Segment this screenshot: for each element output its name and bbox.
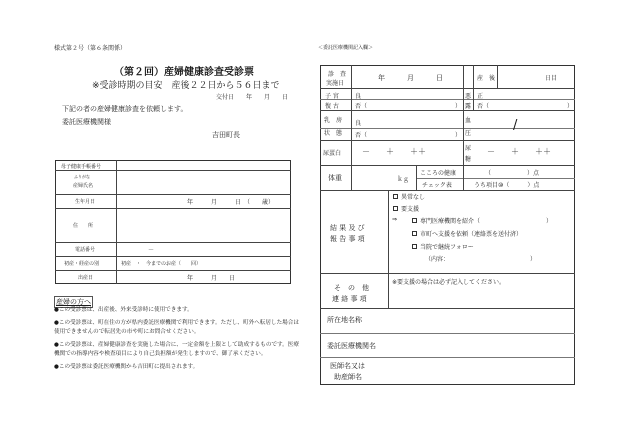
- breast-no: 否（: [355, 132, 368, 139]
- urine-sugar-value: － ＋ ＋＋: [487, 147, 551, 156]
- lochia-normal: 正: [477, 93, 484, 100]
- exam-date-label-2: 実施日: [326, 80, 345, 87]
- birthdate-value: 年 月 日 （ 歳）: [187, 199, 275, 206]
- urine-sugar-label-2: 糖: [465, 156, 472, 163]
- phone-label: 電話番号: [75, 247, 96, 253]
- page-title: （第２回）産婦健康診査受診票: [114, 67, 254, 78]
- note-item: ●この受診票は、産婦健康診査を実施した場合に、一定金額を上限として助成するものです。医療機関での指導内容や検査項目により自己負担額が発生しますので、御了承ください。: [54, 341, 299, 358]
- weight-unit: ｋｇ: [397, 176, 410, 183]
- delivery-date-value: 年 月 日: [187, 275, 236, 282]
- uterus-label-2: 復 古: [325, 103, 339, 110]
- postpartum-days: 日目: [545, 75, 558, 82]
- form-number: 様式第２号（第６条関係）: [54, 45, 127, 52]
- issuer-name: 吉田町長: [212, 131, 240, 139]
- exam-date-label: 診 査: [328, 71, 347, 78]
- mother-name-label: 産婦氏名: [73, 183, 94, 189]
- note-item: ●この受診票は委託医療機関から吉田町に提出されます。: [54, 363, 199, 370]
- checkbox-city-support[interactable]: [412, 231, 417, 236]
- urine-sugar-label: 尿: [465, 145, 472, 152]
- page: 様式第２号（第６条関係） （第２回）産婦健康診査受診票 ※受診時期の目安 産後２２日から５６日まで 交付日 年 月 日 下記の者の産婦健康診査を依頼します。 委託医療機関様 吉田町長 母子健康手帳番号 ふりがな 産婦氏名 生年月日 年 月 日 （ 歳） 住 所 電話番号 － 初産・経産の別 初産 ・ 今までのお産（ 回） 出産日 年 月 日 産婦の方へ ●この受診票は、出産後、外来受診時に使用できます。 ●この受診票は、町在住の方が県内委託医療機関で利用できます。ただし、町外へ転居した場合は使用できませんので転居先の市や町にお問合せください。 ●この受診票は、産婦健康診査を実施した場合に、一定金額を上限として助成するものです。医療機関での指導内容や検査項目により自己負担額が発生しますので、御了承ください。 ●この受診票は委託医療機関から吉田町に提出されます。 ＜委託医療機関記入欄＞ 診 査 実施日 年 月 日 産 後 日目 子 宮 復 古 良 否（ ） 悪 露 正 否（ ） 乳 房 状 態 良 否（ ） 血 圧 / 尿蛋白 － ＋ ＋＋ 尿 糖 － ＋ ＋＋ 体重 ｋｇ こころの健康 チェック表 （ ）点 うち項目⑩（ ）点 結 果 及 び 報 告 事 項 異常なし 要支援 ⇒ 専門医療機関を紹介（ ） 市町へ支援を依頼（連絡票を送付済） 当院で継続フォロー （内容： ） そ の 他 連 絡 事 項 ※要支援の場合は必ず記入してください。 所在地名称 委託医療機関名 医師名又は 助産師名: [0, 0, 630, 440]
- delivery-date-label: 出産日: [78, 275, 94, 281]
- other-label: そ の 他: [334, 284, 369, 292]
- addressee: 委託医療機関様: [62, 118, 111, 126]
- exam-month: 月: [407, 74, 414, 82]
- handbook-number-label: 母子健康手帳番号: [61, 164, 102, 170]
- bp-slash: /: [513, 118, 518, 133]
- breast-good: 良: [355, 120, 362, 127]
- result-detail: （内容： ）: [425, 256, 537, 263]
- lochia-label-2: 露: [465, 103, 472, 110]
- checkbox-followup[interactable]: [412, 244, 417, 249]
- arrow-icon: ⇒: [392, 216, 398, 223]
- other-label-2: 連 絡 事 項: [332, 295, 367, 303]
- breast-label: 乳 房: [324, 117, 343, 124]
- result-no-abnormality: 異常なし: [401, 194, 426, 201]
- doctor-label-2: 助産師名: [334, 373, 362, 381]
- address-label: 住 所: [73, 223, 94, 229]
- note-item: ●この受診票は、出産後、外来受診時に使用できます。: [54, 307, 193, 313]
- urine-protein-value: － ＋ ＋＋: [362, 147, 426, 156]
- weight-label: 体重: [328, 174, 342, 182]
- parity-label: 初産・経産の別: [64, 261, 100, 267]
- uterus-no: 否（: [355, 103, 368, 110]
- clinic-section-header: ＜委託医療機関記入欄＞: [318, 45, 374, 51]
- result-label-2: 報 告 事 項: [330, 235, 365, 243]
- other-note: ※要支援の場合は必ず記入してください。: [392, 279, 506, 286]
- request-text: 下記の者の産婦健康診査を依頼します。: [62, 105, 188, 113]
- uterus-label: 子 宮: [325, 93, 339, 100]
- mental-score: （ ）点: [485, 170, 540, 177]
- exam-timing-note: ※受診時期の目安 産後２２日から５６日まで: [92, 81, 280, 91]
- checkbox-needs-support[interactable]: [393, 206, 398, 211]
- exam-day: 日: [436, 74, 443, 82]
- lochia-label: 悪: [465, 93, 472, 100]
- exam-year: 年: [378, 74, 385, 82]
- phone-value: －: [148, 247, 155, 254]
- location-label: 所在地名称: [327, 316, 362, 324]
- mental-health-label-2: チェック表: [422, 182, 452, 189]
- urine-protein-label: 尿蛋白: [323, 150, 342, 157]
- bp-label: 血: [465, 117, 472, 124]
- result-needs-support: 要支援: [401, 206, 420, 213]
- furigana-label: ふりがな: [74, 174, 90, 179]
- postpartum-label: 産 後: [477, 75, 496, 82]
- checkbox-referral[interactable]: [412, 218, 417, 223]
- result-city-support: 市町へ支援を依頼（連絡票を送付済）: [420, 231, 523, 238]
- mental-score-item10: うち項目⑩（ ）点: [474, 182, 540, 189]
- issue-date: 交付日 年 月 日: [216, 94, 289, 101]
- notes-list: [54, 306, 304, 376]
- notes-heading: 産婦の方へ: [56, 298, 91, 306]
- mental-health-label: こころの健康: [420, 170, 457, 177]
- facility-label: 委託医療機関名: [327, 342, 376, 350]
- lochia-no: 否（: [477, 103, 490, 110]
- birthdate-label: 生年月日: [75, 199, 96, 205]
- note-item: ●この受診票は、町在住の方が県内委託医療機関で利用できます。ただし、町外へ転居した場合は使用できませんので転居先の市や町にお問合せください。: [54, 319, 299, 336]
- breast-label-2: 状 態: [324, 130, 343, 137]
- uterus-good: 良: [355, 93, 362, 100]
- doctor-label: 医師名又は: [330, 362, 365, 370]
- result-followup: 当院で継続フォロー: [420, 244, 474, 251]
- checkbox-no-abnormality[interactable]: [393, 194, 398, 199]
- result-label: 結 果 及 び: [330, 224, 365, 232]
- result-referral: 専門医療機関を紹介（ ）: [420, 218, 553, 225]
- parity-value: 初産 ・ 今までのお産（ 回）: [121, 261, 202, 267]
- bp-label-2: 圧: [465, 130, 472, 137]
